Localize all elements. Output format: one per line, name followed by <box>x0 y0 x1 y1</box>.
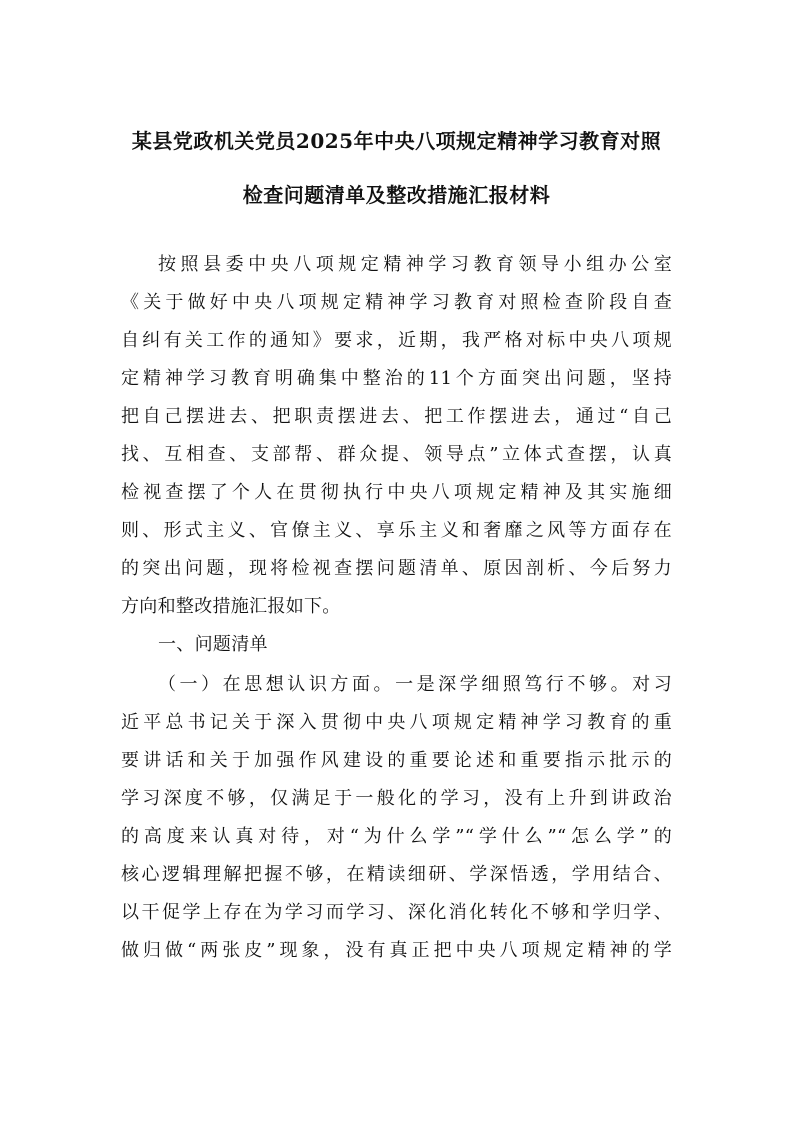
body-line: 把自己摆进去、把职责摆进去、把工作摆进去，通过“自己 <box>121 406 672 427</box>
body-line: 方向和整改措施汇报如下。 <box>121 596 341 617</box>
body-line: 找、互相查、支部帮、群众提、领导点”立体式查摆，认真 <box>121 444 672 465</box>
body-line: 学习深度不够，仅满足于一般化的学习，没有上升到讲政治 <box>121 788 672 809</box>
body-line: 按照县委中央八项规定精神学习教育领导小组办公室 <box>158 254 672 275</box>
body-line: 检视查摆了个人在贯彻执行中央八项规定精神及其实施细 <box>121 482 672 503</box>
body-line: 自纠有关工作的通知》要求，近期，我严格对标中央八项规 <box>121 330 672 351</box>
body-line: 的突出问题，现将检视查摆问题清单、原因剖析、今后努力 <box>121 558 672 579</box>
document-title-line-2: 检查问题清单及整改措施汇报材料 <box>242 183 551 207</box>
document-title-line-1: 某县党政机关党员2025年中央八项规定精神学习教育对照 <box>131 129 662 153</box>
body-line: 的高度来认真对待，对“为什么学”“学什么”“怎么学”的 <box>121 826 672 847</box>
body-line: （一）在思想认识方面。一是深学细照笃行不够。对习 <box>158 674 672 695</box>
body-line: 《关于做好中央八项规定精神学习教育对照检查阶段自查 <box>121 292 672 313</box>
body-line: 近平总书记关于深入贯彻中央八项规定精神学习教育的重 <box>121 712 672 733</box>
body-line: 以干促学上存在为学习而学习、深化消化转化不够和学归学、 <box>121 902 672 923</box>
body-line: 要讲话和关于加强作风建设的重要论述和重要指示批示的 <box>121 750 672 771</box>
body-line: 则、形式主义、官僚主义、享乐主义和奢靡之风等方面存在 <box>121 520 672 541</box>
body-line: 核心逻辑理解把握不够，在精读细研、学深悟透，学用结合、 <box>121 864 672 885</box>
body-line: 定精神学习教育明确集中整治的11个方面突出问题，坚持 <box>121 368 672 389</box>
section-heading: 一、问题清单 <box>158 634 268 655</box>
body-line: 做归做“两张皮”现象，没有真正把中央八项规定精神的学 <box>121 940 672 961</box>
